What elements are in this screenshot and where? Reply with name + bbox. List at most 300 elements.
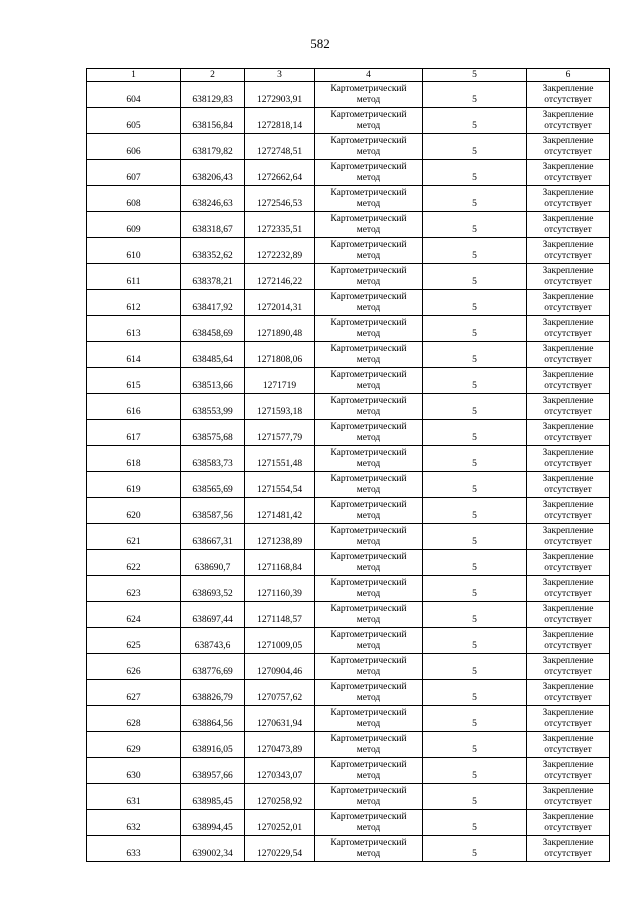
method-line: Картометрический <box>330 733 407 744</box>
fixing-cell <box>527 680 610 706</box>
fixing-line: Закрепление <box>542 447 594 458</box>
coordinate-y: 1271160,39 <box>245 576 315 602</box>
coordinate-y: 1270252,01 <box>245 810 315 836</box>
point-number: 617 <box>87 420 181 446</box>
coordinate-x: 638667,31 <box>181 524 245 550</box>
point-number: 615 <box>87 368 181 394</box>
method-line: метод <box>356 666 381 677</box>
accuracy-cell: 5 <box>423 550 527 576</box>
table-row <box>87 264 610 290</box>
coordinate-x: 638129,83 <box>181 82 245 108</box>
fixing-cell <box>527 576 610 602</box>
point-number: 613 <box>87 316 181 342</box>
accuracy-cell: 5 <box>423 654 527 680</box>
coordinate-x: 638156,84 <box>181 108 245 134</box>
accuracy-cell: 5 <box>423 758 527 784</box>
method-cell <box>315 524 423 550</box>
coordinate-y: 1271009,05 <box>245 628 315 654</box>
coordinate-y: 1271148,57 <box>245 602 315 628</box>
fixing-line: отсутствует <box>544 198 592 209</box>
fixing-line: отсутствует <box>544 536 592 547</box>
fixing-line: отсутствует <box>544 432 592 443</box>
method-line: метод <box>356 562 381 573</box>
method-cell <box>315 784 423 810</box>
fixing-line: Закрепление <box>542 265 594 276</box>
table-row <box>87 706 610 732</box>
fixing-cell <box>527 368 610 394</box>
table-row <box>87 446 610 472</box>
accuracy-cell: 5 <box>423 680 527 706</box>
fixing-line: Закрепление <box>542 577 594 588</box>
fixing-cell <box>527 82 610 108</box>
accuracy-cell: 5 <box>423 160 527 186</box>
fixing-line: отсутствует <box>544 302 592 313</box>
method-cell <box>315 576 423 602</box>
point-number: 627 <box>87 680 181 706</box>
coordinate-x: 638864,56 <box>181 706 245 732</box>
accuracy-cell: 5 <box>423 264 527 290</box>
fixing-cell <box>527 498 610 524</box>
method-line: метод <box>356 744 381 755</box>
method-line: метод <box>356 354 381 365</box>
method-cell <box>315 732 423 758</box>
table-row <box>87 238 610 264</box>
method-line: метод <box>356 146 381 157</box>
coordinate-x: 638776,69 <box>181 654 245 680</box>
fixing-line: отсутствует <box>544 224 592 235</box>
fixing-cell <box>527 810 610 836</box>
coordinate-x: 638743,6 <box>181 628 245 654</box>
fixing-line: отсутствует <box>544 822 592 833</box>
accuracy-cell: 5 <box>423 212 527 238</box>
fixing-line: отсутствует <box>544 146 592 157</box>
method-line: метод <box>356 302 381 313</box>
coordinate-x: 638985,45 <box>181 784 245 810</box>
method-line: метод <box>356 198 381 209</box>
coordinate-x: 638693,52 <box>181 576 245 602</box>
method-line: Картометрический <box>330 161 407 172</box>
method-line: метод <box>356 328 381 339</box>
fixing-line: Закрепление <box>542 785 594 796</box>
fixing-cell <box>527 238 610 264</box>
accuracy-cell: 5 <box>423 472 527 498</box>
method-line: метод <box>356 614 381 625</box>
point-number: 609 <box>87 212 181 238</box>
coordinate-x: 638583,73 <box>181 446 245 472</box>
accuracy-cell: 5 <box>423 316 527 342</box>
method-line: метод <box>356 588 381 599</box>
accuracy-cell: 5 <box>423 238 527 264</box>
method-line: Картометрический <box>330 525 407 536</box>
method-cell <box>315 836 423 862</box>
fixing-cell <box>527 628 610 654</box>
point-number: 623 <box>87 576 181 602</box>
point-number: 606 <box>87 134 181 160</box>
method-line: Картометрический <box>330 187 407 198</box>
accuracy-cell: 5 <box>423 82 527 108</box>
accuracy-cell: 5 <box>423 732 527 758</box>
fixing-cell <box>527 420 610 446</box>
table-row <box>87 290 610 316</box>
coordinate-x: 638485,64 <box>181 342 245 368</box>
fixing-line: отсутствует <box>544 406 592 417</box>
accuracy-cell: 5 <box>423 524 527 550</box>
method-cell <box>315 628 423 654</box>
point-number: 626 <box>87 654 181 680</box>
table-row <box>87 108 610 134</box>
coordinate-y: 1272335,51 <box>245 212 315 238</box>
table-row <box>87 160 610 186</box>
accuracy-cell: 5 <box>423 706 527 732</box>
method-line: метод <box>356 796 381 807</box>
coordinate-x: 638246,63 <box>181 186 245 212</box>
fixing-line: Закрепление <box>542 837 594 848</box>
method-line: метод <box>356 718 381 729</box>
fixing-cell <box>527 836 610 862</box>
fixing-line: Закрепление <box>542 369 594 380</box>
method-line: метод <box>356 172 381 183</box>
method-cell <box>315 108 423 134</box>
coordinate-x: 638690,7 <box>181 550 245 576</box>
coordinate-y: 1272232,89 <box>245 238 315 264</box>
coordinate-x: 638458,69 <box>181 316 245 342</box>
table-row <box>87 186 610 212</box>
fixing-line: отсутствует <box>544 640 592 651</box>
table-row <box>87 420 610 446</box>
method-line: Картометрический <box>330 499 407 510</box>
point-number: 604 <box>87 82 181 108</box>
method-line: Картометрический <box>330 265 407 276</box>
method-cell <box>315 82 423 108</box>
fixing-line: отсутствует <box>544 562 592 573</box>
accuracy-cell: 5 <box>423 290 527 316</box>
fixing-line: Закрепление <box>542 291 594 302</box>
fixing-cell <box>527 602 610 628</box>
table-row <box>87 82 610 108</box>
fixing-line: отсутствует <box>544 510 592 521</box>
method-cell <box>315 420 423 446</box>
fixing-cell <box>527 524 610 550</box>
method-line: Картометрический <box>330 395 407 406</box>
fixing-line: Закрепление <box>542 317 594 328</box>
method-cell <box>315 498 423 524</box>
fixing-line: Закрепление <box>542 681 594 692</box>
coordinate-y: 1272662,64 <box>245 160 315 186</box>
method-line: метод <box>356 692 381 703</box>
table-row <box>87 654 610 680</box>
coordinate-x: 638378,21 <box>181 264 245 290</box>
accuracy-cell: 5 <box>423 446 527 472</box>
method-cell <box>315 602 423 628</box>
method-cell <box>315 680 423 706</box>
method-line: Картометрический <box>330 421 407 432</box>
method-line: Картометрический <box>330 369 407 380</box>
coordinate-x: 638826,79 <box>181 680 245 706</box>
table-row <box>87 472 610 498</box>
method-line: Картометрический <box>330 785 407 796</box>
fixing-line: Закрепление <box>542 603 594 614</box>
fixing-line: отсутствует <box>544 484 592 495</box>
accuracy-cell: 5 <box>423 342 527 368</box>
coordinate-y: 1270343,07 <box>245 758 315 784</box>
accuracy-cell: 5 <box>423 186 527 212</box>
fixing-cell <box>527 446 610 472</box>
method-cell <box>315 472 423 498</box>
method-line: Картометрический <box>330 447 407 458</box>
point-number: 618 <box>87 446 181 472</box>
point-number: 607 <box>87 160 181 186</box>
method-cell <box>315 186 423 212</box>
coordinate-x: 638957,66 <box>181 758 245 784</box>
point-number: 631 <box>87 784 181 810</box>
fixing-cell <box>527 160 610 186</box>
point-number: 621 <box>87 524 181 550</box>
fixing-line: Закрепление <box>542 473 594 484</box>
method-line: Картометрический <box>330 603 407 614</box>
coordinate-y: 1271593,18 <box>245 394 315 420</box>
method-cell <box>315 446 423 472</box>
point-number: 620 <box>87 498 181 524</box>
fixing-cell <box>527 758 610 784</box>
method-line: Картометрический <box>330 759 407 770</box>
method-line: метод <box>356 848 381 859</box>
fixing-cell <box>527 108 610 134</box>
fixing-line: Закрепление <box>542 551 594 562</box>
table-row <box>87 784 610 810</box>
point-number: 633 <box>87 836 181 862</box>
method-line: Картометрический <box>330 109 407 120</box>
table-row <box>87 602 610 628</box>
point-number: 619 <box>87 472 181 498</box>
method-cell <box>315 238 423 264</box>
fixing-cell <box>527 290 610 316</box>
fixing-line: отсутствует <box>544 614 592 625</box>
coordinate-y: 1272546,53 <box>245 186 315 212</box>
method-cell <box>315 810 423 836</box>
accuracy-cell: 5 <box>423 836 527 862</box>
table-row <box>87 134 610 160</box>
method-line: Картометрический <box>330 837 407 848</box>
fixing-line: Закрепление <box>542 187 594 198</box>
table-row <box>87 498 610 524</box>
fixing-cell <box>527 212 610 238</box>
table-row <box>87 524 610 550</box>
method-line: Картометрический <box>330 135 407 146</box>
point-number: 628 <box>87 706 181 732</box>
method-cell <box>315 550 423 576</box>
accuracy-cell: 5 <box>423 498 527 524</box>
table-row <box>87 680 610 706</box>
fixing-cell <box>527 394 610 420</box>
accuracy-cell: 5 <box>423 628 527 654</box>
fixing-line: Закрепление <box>542 343 594 354</box>
method-line: метод <box>356 94 381 105</box>
coordinate-y: 1272818,14 <box>245 108 315 134</box>
coordinate-y: 1270229,54 <box>245 836 315 862</box>
fixing-line: Закрепление <box>542 811 594 822</box>
fixing-line: Закрепление <box>542 83 594 94</box>
accuracy-cell: 5 <box>423 602 527 628</box>
fixing-line: Закрепление <box>542 135 594 146</box>
fixing-line: Закрепление <box>542 707 594 718</box>
table-row <box>87 758 610 784</box>
fixing-cell <box>527 784 610 810</box>
coordinate-y: 1271481,42 <box>245 498 315 524</box>
method-line: Картометрический <box>330 317 407 328</box>
table-row <box>87 628 610 654</box>
column-header-6: 6 <box>527 69 610 82</box>
method-line: Картометрический <box>330 83 407 94</box>
coordinate-y: 1271238,89 <box>245 524 315 550</box>
coordinate-y: 1272146,22 <box>245 264 315 290</box>
fixing-cell <box>527 342 610 368</box>
coordinate-x: 638916,05 <box>181 732 245 758</box>
column-header-5: 5 <box>423 69 527 82</box>
method-line: метод <box>356 640 381 651</box>
method-line: Картометрический <box>330 577 407 588</box>
method-line: метод <box>356 536 381 547</box>
coordinate-y: 1271168,84 <box>245 550 315 576</box>
coordinate-y: 1271577,79 <box>245 420 315 446</box>
fixing-line: Закрепление <box>542 629 594 640</box>
method-cell <box>315 316 423 342</box>
fixing-line: Закрепление <box>542 499 594 510</box>
fixing-line: Закрепление <box>542 733 594 744</box>
coordinate-x: 638697,44 <box>181 602 245 628</box>
coordinate-x: 638318,67 <box>181 212 245 238</box>
method-line: Картометрический <box>330 629 407 640</box>
coordinate-x: 638575,68 <box>181 420 245 446</box>
point-number: 625 <box>87 628 181 654</box>
method-line: Картометрический <box>330 343 407 354</box>
fixing-cell <box>527 264 610 290</box>
fixing-cell <box>527 134 610 160</box>
fixing-line: отсутствует <box>544 692 592 703</box>
table-row <box>87 810 610 836</box>
table-header-row <box>87 69 610 82</box>
accuracy-cell: 5 <box>423 368 527 394</box>
method-line: метод <box>356 432 381 443</box>
fixing-line: отсутствует <box>544 250 592 261</box>
method-line: метод <box>356 120 381 131</box>
point-number: 605 <box>87 108 181 134</box>
method-line: метод <box>356 406 381 417</box>
method-line: метод <box>356 770 381 781</box>
fixing-line: Закрепление <box>542 525 594 536</box>
fixing-line: Закрепление <box>542 759 594 770</box>
method-line: Картометрический <box>330 707 407 718</box>
table-row <box>87 732 610 758</box>
page-number: 582 <box>310 36 330 51</box>
fixing-line: отсутствует <box>544 172 592 183</box>
method-line: Картометрический <box>330 811 407 822</box>
method-cell <box>315 212 423 238</box>
point-number: 614 <box>87 342 181 368</box>
fixing-line: Закрепление <box>542 655 594 666</box>
accuracy-cell: 5 <box>423 784 527 810</box>
coordinates-table <box>86 68 610 862</box>
accuracy-cell: 5 <box>423 420 527 446</box>
method-cell <box>315 290 423 316</box>
fixing-line: отсутствует <box>544 276 592 287</box>
method-line: Картометрический <box>330 681 407 692</box>
coordinate-x: 638553,99 <box>181 394 245 420</box>
fixing-line: отсутствует <box>544 458 592 469</box>
fixing-line: отсутствует <box>544 380 592 391</box>
coordinate-y: 1270631,94 <box>245 706 315 732</box>
fixing-line: отсутствует <box>544 770 592 781</box>
fixing-cell <box>527 654 610 680</box>
accuracy-cell: 5 <box>423 108 527 134</box>
fixing-line: Закрепление <box>542 239 594 250</box>
accuracy-cell: 5 <box>423 134 527 160</box>
accuracy-cell: 5 <box>423 576 527 602</box>
table-row <box>87 576 610 602</box>
coordinate-x: 638352,62 <box>181 238 245 264</box>
accuracy-cell: 5 <box>423 810 527 836</box>
coordinate-y: 1271554,54 <box>245 472 315 498</box>
coordinate-y: 1270757,62 <box>245 680 315 706</box>
table-row <box>87 342 610 368</box>
accuracy-cell: 5 <box>423 394 527 420</box>
method-cell <box>315 264 423 290</box>
fixing-line: отсутствует <box>544 796 592 807</box>
coordinate-x: 638587,56 <box>181 498 245 524</box>
method-line: метод <box>356 250 381 261</box>
point-number: 608 <box>87 186 181 212</box>
method-line: метод <box>356 224 381 235</box>
fixing-line: отсутствует <box>544 328 592 339</box>
method-cell <box>315 160 423 186</box>
table-row <box>87 550 610 576</box>
fixing-line: отсутствует <box>544 588 592 599</box>
coordinate-y: 1271890,48 <box>245 316 315 342</box>
method-line: Картометрический <box>330 239 407 250</box>
method-line: метод <box>356 484 381 495</box>
fixing-line: Закрепление <box>542 161 594 172</box>
column-header-1: 1 <box>87 69 181 82</box>
fixing-line: отсутствует <box>544 666 592 677</box>
coordinate-x: 638565,69 <box>181 472 245 498</box>
method-line: Картометрический <box>330 291 407 302</box>
coordinate-x: 638994,45 <box>181 810 245 836</box>
coordinate-y: 1271719 <box>245 368 315 394</box>
fixing-cell <box>527 550 610 576</box>
fixing-cell <box>527 706 610 732</box>
fixing-cell <box>527 316 610 342</box>
method-line: Картометрический <box>330 551 407 562</box>
method-line: метод <box>356 822 381 833</box>
point-number: 610 <box>87 238 181 264</box>
coordinate-y: 1270258,92 <box>245 784 315 810</box>
table-row <box>87 394 610 420</box>
fixing-line: Закрепление <box>542 421 594 432</box>
coordinate-y: 1270473,89 <box>245 732 315 758</box>
method-cell <box>315 342 423 368</box>
fixing-cell <box>527 472 610 498</box>
column-header-2: 2 <box>181 69 245 82</box>
coordinate-y: 1271551,48 <box>245 446 315 472</box>
coordinate-x: 639002,34 <box>181 836 245 862</box>
fixing-line: отсутствует <box>544 848 592 859</box>
point-number: 632 <box>87 810 181 836</box>
point-number: 624 <box>87 602 181 628</box>
point-number: 616 <box>87 394 181 420</box>
fixing-line: отсутствует <box>544 718 592 729</box>
coordinate-x: 638179,82 <box>181 134 245 160</box>
method-line: Картометрический <box>330 655 407 666</box>
coordinate-y: 1272748,51 <box>245 134 315 160</box>
